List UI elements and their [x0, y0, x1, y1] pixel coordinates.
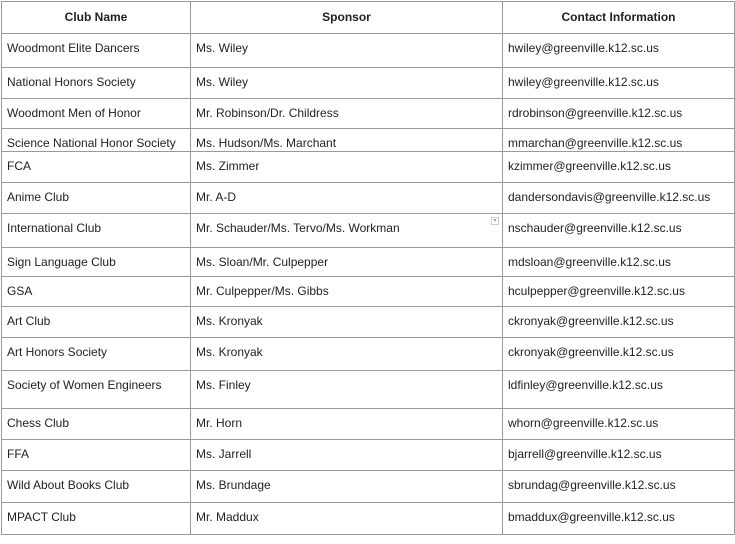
sponsor-cell-text: Ms. Hudson/Ms. Marchant [196, 136, 337, 150]
contact-cell [503, 68, 735, 99]
contact-cell-text: dandersondavis@greenville.k12.sc.us [508, 190, 711, 204]
club-name-cell [2, 277, 191, 307]
contact-cell [503, 99, 735, 129]
club-name-cell-text: MPACT Club [7, 510, 76, 524]
club-name-cell [2, 34, 191, 68]
club-name-cell-text: Science National Honor Society [7, 136, 176, 150]
table-row [2, 129, 735, 152]
club-name-cell [2, 338, 191, 371]
sponsor-cell-text: Ms. Zimmer [196, 159, 260, 173]
sponsor-cell-text: Mr. Schauder/Ms. Tervo/Ms. Workman [196, 221, 400, 235]
contact-cell [503, 277, 735, 307]
table-row [2, 34, 735, 68]
sponsor-cell-text: Mr. Culpepper/Ms. Gibbs [196, 284, 329, 298]
sponsor-cell [191, 214, 503, 248]
contact-cell [503, 129, 735, 152]
club-name-cell-text: Art Club [7, 314, 51, 328]
club-name-cell [2, 129, 191, 152]
club-name-cell [2, 503, 191, 535]
contact-cell-text: ldfinley@greenville.k12.sc.us [508, 378, 663, 392]
contact-cell [503, 471, 735, 503]
club-name-cell [2, 152, 191, 183]
sponsor-cell [191, 371, 503, 409]
contact-cell-text: mmarchan@greenville.k12.sc.us [508, 136, 683, 150]
club-name-cell [2, 214, 191, 248]
table-row [2, 307, 735, 338]
contact-cell [503, 338, 735, 371]
sponsor-cell [191, 338, 503, 371]
contact-cell-text: hwiley@greenville.k12.sc.us [508, 41, 659, 55]
header-sponsor: Sponsor [191, 2, 503, 34]
club-name-cell-text: Woodmont Elite Dancers [7, 41, 140, 55]
club-name-cell-text: FCA [7, 159, 31, 173]
clubs-table [1, 1, 735, 535]
sponsor-cell [191, 503, 503, 535]
contact-cell-text: mdsloan@greenville.k12.sc.us [508, 255, 671, 269]
club-name-cell-text: Wild About Books Club [7, 478, 130, 492]
club-name-cell-text: National Honors Society [7, 75, 136, 89]
header-contact-information: Contact Information [503, 2, 735, 34]
sponsor-cell [191, 34, 503, 68]
table-row [2, 471, 735, 503]
sponsor-cell [191, 152, 503, 183]
contact-cell [503, 152, 735, 183]
sponsor-cell-text: Ms. Finley [196, 378, 251, 392]
club-name-cell [2, 371, 191, 409]
header-club-name: Club Name [2, 2, 191, 34]
table-row [2, 183, 735, 214]
club-name-cell-text: Anime Club [7, 190, 70, 204]
contact-cell-text: nschauder@greenville.k12.sc.us [508, 221, 682, 235]
club-name-cell-text: Art Honors Society [7, 345, 108, 359]
sponsor-cell-text: Mr. Robinson/Dr. Childress [196, 106, 339, 120]
contact-cell [503, 440, 735, 471]
sponsor-cell [191, 129, 503, 152]
contact-cell-text: ckronyak@greenville.k12.sc.us [508, 345, 674, 359]
sponsor-cell-text: Mr. A-D [196, 190, 237, 204]
sponsor-cell-text: Ms. Brundage [196, 478, 271, 492]
contact-cell [503, 371, 735, 409]
sponsor-cell-text: Mr. Maddux [196, 510, 259, 524]
sponsor-cell [191, 307, 503, 338]
club-name-cell [2, 183, 191, 214]
table-row [2, 68, 735, 99]
club-name-cell [2, 99, 191, 129]
sponsor-cell-text: Ms. Wiley [196, 41, 248, 55]
sponsor-cell [191, 440, 503, 471]
contact-cell-text: hwiley@greenville.k12.sc.us [508, 75, 659, 89]
table-row [2, 371, 735, 409]
club-name-cell [2, 440, 191, 471]
table-body [2, 34, 735, 535]
club-name-cell-text: Sign Language Club [7, 255, 116, 269]
table-row [2, 503, 735, 535]
sponsor-cell [191, 248, 503, 277]
table-row [2, 152, 735, 183]
contact-cell [503, 183, 735, 214]
contact-cell-text: hculpepper@greenville.k12.sc.us [508, 284, 685, 298]
contact-cell-text: ckronyak@greenville.k12.sc.us [508, 314, 674, 328]
contact-cell-text: bjarrell@greenville.k12.sc.us [508, 447, 662, 461]
table-header-row [2, 2, 735, 34]
table-row [2, 409, 735, 440]
table-row [2, 440, 735, 471]
club-name-cell-text: FFA [7, 447, 30, 461]
sponsor-cell [191, 99, 503, 129]
contact-cell-text: sbrundag@greenville.k12.sc.us [508, 478, 676, 492]
sponsor-cell-text: Ms. Kronyak [196, 345, 263, 359]
cell-menu-arrow-icon[interactable]: ▾ [491, 217, 499, 225]
sponsor-cell [191, 409, 503, 440]
contact-cell-text: rdrobinson@greenville.k12.sc.us [508, 106, 683, 120]
contact-cell-text: whorn@greenville.k12.sc.us [508, 416, 659, 430]
contact-cell-text: kzimmer@greenville.k12.sc.us [508, 159, 671, 173]
sponsor-cell-text: Ms. Jarrell [196, 447, 252, 461]
club-name-cell-text: International Club [7, 221, 102, 235]
contact-cell [503, 503, 735, 535]
club-name-cell-text: Chess Club [7, 416, 70, 430]
club-name-cell-text: Woodmont Men of Honor [7, 106, 141, 120]
table-row [2, 248, 735, 277]
club-name-cell [2, 409, 191, 440]
contact-cell [503, 214, 735, 248]
table-row [2, 214, 735, 248]
sponsor-cell-text: Ms. Wiley [196, 75, 248, 89]
club-name-cell [2, 68, 191, 99]
sponsor-cell [191, 183, 503, 214]
contact-cell [503, 409, 735, 440]
club-name-cell-text: Society of Women Engineers [7, 378, 162, 392]
club-name-cell [2, 248, 191, 277]
contact-cell [503, 248, 735, 277]
contact-cell-text: bmaddux@greenville.k12.sc.us [508, 510, 675, 524]
club-name-cell [2, 471, 191, 503]
sponsor-cell-text: Ms. Sloan/Mr. Culpepper [196, 255, 329, 269]
table-row [2, 277, 735, 307]
sponsor-cell-text: Ms. Kronyak [196, 314, 263, 328]
table-row [2, 99, 735, 129]
sponsor-cell [191, 68, 503, 99]
sponsor-cell [191, 471, 503, 503]
contact-cell [503, 307, 735, 338]
club-name-cell [2, 307, 191, 338]
contact-cell [503, 34, 735, 68]
sponsor-cell [191, 277, 503, 307]
sponsor-cell-text: Mr. Horn [196, 416, 243, 430]
club-name-cell-text: GSA [7, 284, 33, 298]
table-row [2, 338, 735, 371]
